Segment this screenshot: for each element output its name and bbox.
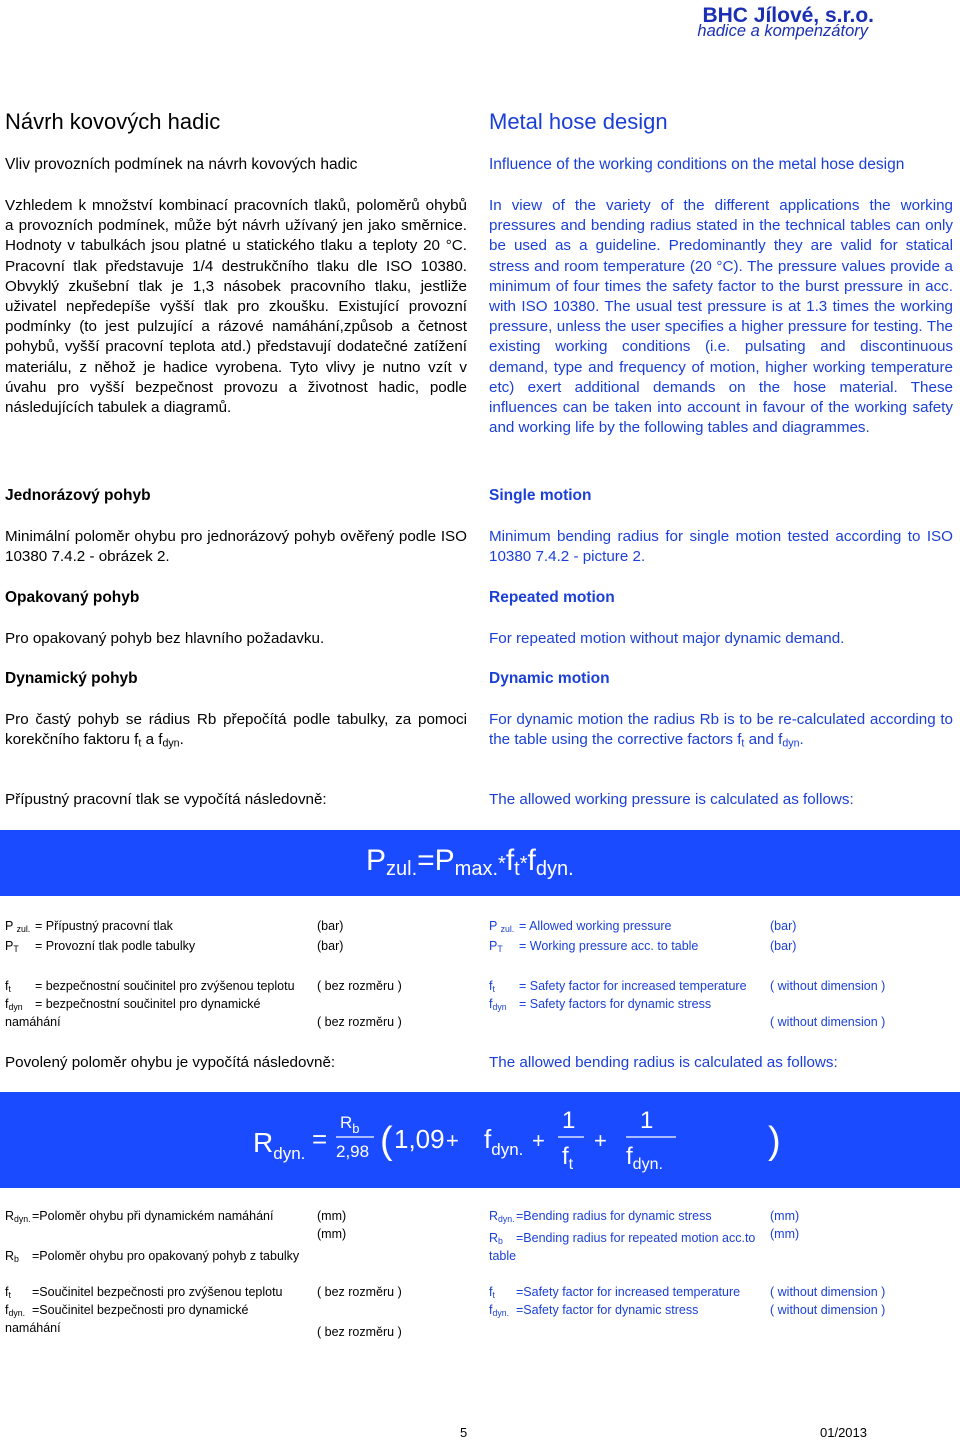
f-t-desc-en: =Safety factor for increased temperature — [516, 1285, 741, 1299]
no-dimension: ( without dimension ) — [770, 1303, 886, 1317]
single-motion-text-en: Minimum bending radius for single motion tested according to ISO 10380 7.4.2 - picture 2. — [489, 528, 953, 566]
unit-bar: (bar) — [317, 919, 344, 933]
dynamic-motion-title-cz: Dynamický pohyb — [5, 670, 138, 687]
symbol-r-b: $R_b$ — [489, 1231, 503, 1247]
symbol-f-t: $f_t$ — [489, 1285, 495, 1301]
no-dimension: ( bez rozměru ) — [317, 1325, 402, 1339]
repeated-motion-title-en: Repeated motion — [489, 589, 615, 606]
p-zul-desc-cz: = Přípustný pracovní tlak — [35, 919, 173, 933]
r-b-desc-en: =Bending radius for repeated motion acc.to — [516, 1231, 756, 1245]
svg-text:): ) — [768, 1120, 781, 1162]
page-title-cz: Návrh kovových hadic — [5, 109, 221, 134]
symbol-f-t: $f_t$ — [5, 979, 11, 995]
pressure-intro-cz: Přípustný pracovní tlak se vypočítá následovně: — [5, 791, 327, 808]
svg-text:+: + — [446, 1128, 459, 1153]
symbol-f-dyn: $f_{dyn.}$ — [489, 1303, 510, 1319]
svg-text:+: + — [532, 1128, 545, 1153]
page-number: 5 — [460, 1425, 468, 1440]
r-b-desc-en-2: table — [489, 1249, 517, 1263]
unit-bar: (bar) — [317, 939, 344, 953]
svg-text:1: 1 — [562, 1107, 576, 1134]
svg-text:fdyn.: $f_{dyn.}$ — [626, 1143, 663, 1173]
svg-text:=: = — [312, 1124, 328, 1154]
f-t-desc-cz: = bezpečnostní součinitel pro zvýšenou teplotu — [35, 979, 295, 993]
dynamic-motion-text-cz: Pro častý pohyb se rádius Rb přepočítá podle tabulky, za pomoci korekčního faktoru $f_t$ a $f_{dyn}$. — [5, 711, 467, 750]
symbol-f-t: $f_t$ — [489, 979, 495, 995]
radius-formula-band — [0, 1092, 960, 1188]
dynamic-motion-text-en: For dynamic motion the radius Rb is to be re-calculated according to the table using the corrective factors $f_t$ and $f_{dyn}$. — [489, 711, 953, 750]
svg-text:1: 1 — [640, 1107, 654, 1134]
f-dyn-desc-cz-2: namáhání — [5, 1015, 61, 1029]
svg-text:(: ( — [380, 1120, 393, 1162]
unit-mm: (mm) — [317, 1227, 347, 1241]
symbol-r-dyn: $R_{dyn.}$ — [5, 1209, 31, 1225]
no-dimension: ( without dimension ) — [770, 1285, 886, 1299]
unit-bar: (bar) — [770, 939, 797, 953]
p-t-desc-cz: = Provozní tlak podle tabulky — [35, 939, 196, 953]
symbol-p-zul: P $_{zul.}$ — [5, 919, 31, 935]
single-motion-title-cz: Jednorázový pohyb — [5, 487, 151, 504]
r-b-desc-cz: =Poloměr ohybu pro opakovaný pohyb z tabulky — [32, 1249, 300, 1263]
f-dyn-desc-cz: =Součinitel bezpečnosti pro dynamické — [32, 1303, 249, 1317]
symbol-p-zul: P $_{zul.}$ — [489, 919, 515, 935]
symbol-p-t: $P_T$ — [489, 939, 503, 955]
intro-cz: Vzhledem k množství kombinací pracovních tlaků, poloměrů ohybů a provozních podmínek, může být návrh užívaný jen jako směrnice. Hodnoty v tabulkách jsou platné u statického tlaku a teploty 20 °C. Pracovní tlak představuje 1/4 destrukčního tlaku dle ISO 10380. Obvyklý zkušební tlak je 1,3 násobek pracovního tlaku, jestliže uživatel nepředepíše vyšší tlak pro zkoušku. Existující provozní podmínky (to jest pulzující a rázové namáhání,způsob a četnost pohybů, vyšší pracovní teplota atd.) představují dodatečné zatížení materiálu, z něhož je hadice vyrobena. Tyto vlivy je nutno vzít v úvahu pro vyšší bezpečnost provozu a životnost hadic, podle následujících tabulek a diagramů. — [5, 197, 467, 417]
symbol-p-t: $P_T$ — [5, 939, 19, 955]
unit-mm: (mm) — [317, 1209, 347, 1223]
symbol-f-t: $f_t$ — [5, 1285, 11, 1301]
symbol-f-dyn: $f_{dyn.}$ — [5, 1303, 26, 1319]
no-dimension: ( without dimension ) — [770, 979, 886, 993]
symbol-r-dyn: $R_{dyn.}$ — [489, 1209, 515, 1225]
repeated-motion-title-cz: Opakovaný pohyb — [5, 589, 140, 606]
p-t-desc-en: = Working pressure acc. to table — [519, 939, 699, 953]
footer-date: 01/2013 — [820, 1425, 867, 1440]
f-dyn-desc-cz-2: namáhání — [5, 1321, 61, 1335]
no-dimension: ( bez rozměru ) — [317, 979, 402, 993]
svg-text:2,98: 2,98 — [336, 1142, 370, 1161]
unit-mm: (mm) — [770, 1209, 800, 1223]
f-t-desc-cz: =Součinitel bezpečnosti pro zvýšenou teplotu — [32, 1285, 283, 1299]
subtitle-en: Influence of the working conditions on the metal hose design — [489, 156, 905, 173]
radius-formula — [0, 1092, 960, 1188]
pressure-formula: $P_{zul.}=P_{max.}*f_t*f_{dyn.}$ — [366, 844, 574, 880]
repeated-motion-text-en: For repeated motion without major dynamic demand. — [489, 630, 845, 647]
pressure-formula-band — [0, 830, 960, 896]
r-dyn-desc-en: =Bending radius for dynamic stress — [516, 1209, 712, 1223]
f-dyn-desc-en: =Safety factor for dynamic stress — [516, 1303, 699, 1317]
brand-tagline: hadice a kompenzátory — [697, 22, 868, 40]
f-dyn-desc-cz: = bezpečnostní součinitel pro dynamické — [35, 997, 261, 1011]
svg-text:+: + — [594, 1128, 607, 1153]
unit-bar: (bar) — [770, 919, 797, 933]
symbol-f-dyn: $f_{dyn}$ — [5, 997, 23, 1013]
svg-text:1,09: 1,09 — [394, 1124, 445, 1154]
svg-text:fdyn.: $f_{dyn.}$ — [484, 1124, 524, 1159]
subtitle-cz: Vliv provozních podmínek na návrh kovových hadic — [5, 156, 358, 173]
svg-text:ft: $f_t$ — [562, 1143, 574, 1173]
repeated-motion-text-cz: Pro opakovaný pohyb bez hlavního požadavku. — [5, 630, 325, 647]
f-t-desc-en: = Safety factor for increased temperature — [519, 979, 747, 993]
no-dimension: ( bez rozměru ) — [317, 1285, 402, 1299]
no-dimension: ( bez rozměru ) — [317, 1015, 402, 1029]
brand-name: BHC Jílové, s.r.o. — [702, 4, 874, 27]
symbol-r-b: $R_b$ — [5, 1249, 19, 1265]
dynamic-motion-title-en: Dynamic motion — [489, 670, 610, 687]
single-motion-title-en: Single motion — [489, 487, 592, 504]
f-dyn-desc-en: = Safety factors for dynamic stress — [519, 997, 712, 1011]
pressure-intro-en: The allowed working pressure is calculated as follows: — [489, 791, 854, 808]
svg-text:Rb: $R_b$ — [340, 1113, 360, 1136]
radius-intro-en: The allowed bending radius is calculated as follows: — [489, 1054, 838, 1071]
single-motion-text-cz: Minimální poloměr ohybu pro jednorázový pohyb ověřený podle ISO 10380 7.4.2 - obrázek 2. — [5, 528, 467, 566]
unit-mm: (mm) — [770, 1227, 800, 1241]
svg-text:Rdyn.: $R_{dyn.}$ — [253, 1127, 306, 1163]
symbol-f-dyn: $f_{dyn}$ — [489, 997, 507, 1013]
radius-intro-cz: Povolený poloměr ohybu je vypočítá následovně: — [5, 1054, 336, 1071]
intro-en: In view of the variety of the different applications the working pressures and bending radius stated in the technical tables can only be used as a guideline. Predominantly they are valid for statical stress and room temperature (20 °C). The pressure values provide a minimum of four times the safety factor to the burst pressure in acc. with ISO 10380. The usual test pressure is at 1.3 times the working pressure, unless the user specifies a higher pressure for testing. The existing working conditions (i.e. pulsating and discontinuous demand, type and frequency of motion, higher working temperature etc) exert additional demands on the hose material. These influences can be taken into account in favour of the working safety and working life by the following tables and diagrammes. — [489, 197, 953, 437]
no-dimension: ( without dimension ) — [770, 1015, 886, 1029]
page-title-en: Metal hose design — [489, 109, 668, 134]
r-dyn-desc-cz: =Poloměr ohybu při dynamickém namáhání — [32, 1209, 274, 1223]
p-zul-desc-en: = Allowed working pressure — [519, 919, 672, 933]
